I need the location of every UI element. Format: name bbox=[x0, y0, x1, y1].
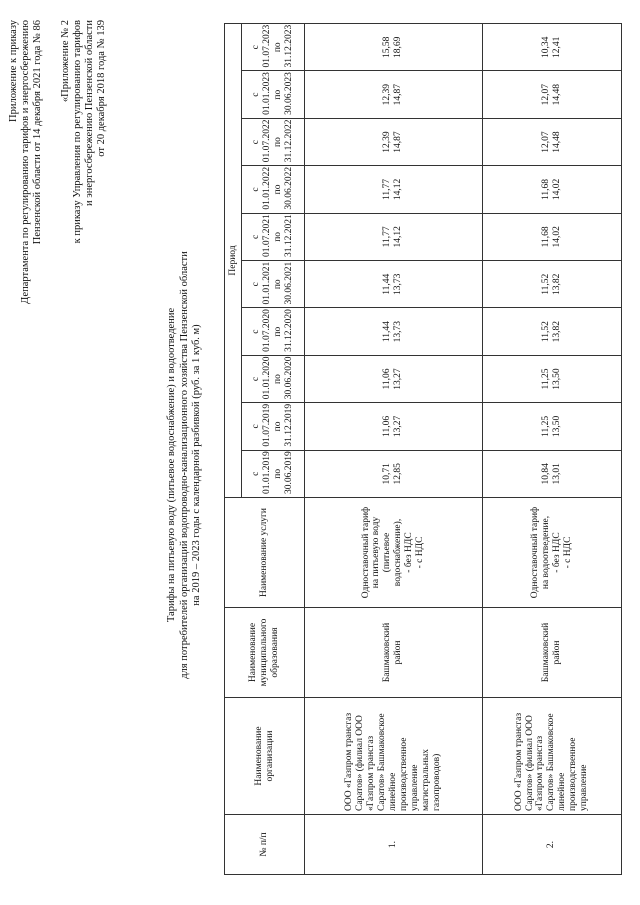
tariff-value-cell bbox=[482, 166, 621, 213]
tariff-value-cell bbox=[305, 71, 483, 118]
period-date-line: с 01.01.2019 bbox=[251, 451, 273, 494]
period-date-line: 31.12.2019 bbox=[283, 403, 294, 447]
tariff-value: 13,82 bbox=[551, 320, 562, 343]
prev-appendix-line: от 20 декабря 2018 года № 139 bbox=[96, 20, 108, 157]
service-line: - без НДС bbox=[404, 532, 415, 573]
period-date-line: по bbox=[273, 184, 283, 195]
period-date-line: по bbox=[273, 231, 283, 242]
tariff-value: 11,52 bbox=[540, 273, 551, 295]
tariff-value-cell bbox=[305, 118, 483, 165]
period-date-cell bbox=[242, 71, 305, 118]
title-line: Тарифы на питьевую воду (питьевое водоснабжение) и водоотведение bbox=[166, 307, 177, 623]
tariff-value: 13,27 bbox=[393, 368, 404, 390]
tariff-value-cell bbox=[305, 261, 483, 308]
service-line: - без НДС bbox=[551, 532, 562, 573]
period-date-line: 31.12.2022 bbox=[283, 119, 294, 163]
period-date-line: 30.06.2023 bbox=[283, 72, 294, 115]
period-date-line: с 01.01.2022 bbox=[251, 166, 273, 210]
service-line: - с НДС bbox=[415, 536, 426, 569]
tariff-value: 10,84 bbox=[540, 463, 551, 485]
tariff-value: 13,50 bbox=[551, 368, 562, 390]
tariff-value-cell bbox=[305, 24, 483, 71]
title-line: на 2019 – 2023 годы с календарной разбивкой (руб. за 1 куб. м) bbox=[191, 324, 203, 606]
service-line: Одноставочный тариф на водоотведение, bbox=[529, 506, 551, 599]
tariff-value-cell bbox=[482, 450, 621, 497]
row-number: 2. bbox=[482, 815, 621, 875]
previous-appendix-header bbox=[60, 20, 108, 243]
tariff-value: 10,71 bbox=[382, 463, 393, 485]
period-date-line: 30.06.2019 bbox=[283, 451, 294, 494]
header-service: Наименование услуги bbox=[225, 498, 305, 608]
tariff-value: 14,87 bbox=[393, 84, 404, 106]
tariff-value-cell bbox=[305, 213, 483, 260]
tariff-value: 14,02 bbox=[551, 178, 562, 201]
tariff-value-cell bbox=[305, 308, 483, 355]
period-date-line: по bbox=[273, 137, 283, 147]
tariff-value-cell bbox=[305, 166, 483, 213]
tariff-value: 18,69 bbox=[393, 36, 404, 58]
table-row bbox=[305, 24, 483, 875]
period-date-line: по bbox=[273, 468, 283, 479]
period-date-cell bbox=[242, 166, 305, 213]
tariff-value-cell bbox=[482, 308, 621, 355]
period-date-line: 31.12.2021 bbox=[283, 214, 294, 258]
tariff-value: 11,77 bbox=[382, 178, 393, 200]
tariff-value: 12,39 bbox=[382, 131, 393, 153]
period-date-line: с 01.01.2021 bbox=[251, 261, 273, 305]
tariff-value-cell bbox=[482, 71, 621, 118]
tariff-value: 11,25 bbox=[540, 415, 551, 437]
prev-appendix-line: к приказу Управления по регулированию тарифов bbox=[72, 20, 84, 244]
period-date-line: 30.06.2021 bbox=[283, 261, 294, 305]
header-org: Наименование организации bbox=[225, 698, 305, 815]
tariff-value: 13,73 bbox=[393, 273, 404, 295]
tariff-table bbox=[224, 23, 622, 875]
tariff-value: 11,77 bbox=[382, 226, 393, 248]
tariff-value: 14,48 bbox=[551, 131, 562, 153]
tariff-value-cell bbox=[482, 24, 621, 71]
row-number: 1. bbox=[305, 815, 483, 875]
tariff-value-cell bbox=[482, 355, 621, 402]
tariff-value: 14,02 bbox=[551, 226, 562, 248]
row-municipality: Башмаковский район bbox=[482, 608, 621, 698]
period-date-line: с 01.07.2020 bbox=[251, 309, 273, 352]
period-date-line: 31.12.2023 bbox=[283, 24, 294, 68]
tariff-value-cell bbox=[482, 213, 621, 260]
tariff-value: 13,27 bbox=[393, 415, 404, 438]
period-date-line: 31.12.2020 bbox=[283, 309, 294, 352]
tariff-value-cell bbox=[305, 450, 483, 497]
tariff-value: 11,44 bbox=[382, 273, 393, 295]
tariff-value: 11,44 bbox=[382, 321, 393, 343]
tariff-value: 12,07 bbox=[540, 84, 551, 106]
tariff-value: 13,50 bbox=[551, 415, 562, 438]
tariff-value: 11,52 bbox=[540, 321, 551, 343]
table-row bbox=[482, 24, 621, 875]
tariff-value: 11,25 bbox=[540, 368, 551, 390]
appendix-header bbox=[8, 20, 44, 304]
period-date-line: с 01.01.2020 bbox=[251, 356, 273, 400]
appendix-line: Департамента по регулированию тарифов и энергосбережению bbox=[20, 20, 32, 304]
tariff-value-cell bbox=[305, 403, 483, 450]
tariff-value: 14,12 bbox=[393, 226, 404, 248]
period-date-line: 30.06.2022 bbox=[283, 166, 294, 210]
tariff-value: 11,68 bbox=[540, 226, 551, 248]
period-date-line: по bbox=[273, 279, 283, 290]
document-title bbox=[166, 195, 204, 735]
tariff-value: 13,01 bbox=[551, 463, 562, 485]
tariff-value: 13,82 bbox=[551, 273, 562, 295]
period-date-cell bbox=[242, 450, 305, 497]
period-date-line: с 01.01.2023 bbox=[251, 72, 273, 115]
period-date-cell bbox=[242, 24, 305, 71]
period-date-line: по bbox=[273, 421, 283, 432]
period-date-cell bbox=[242, 213, 305, 260]
header-municipality: Наименование муниципального образования bbox=[225, 608, 305, 698]
period-date-line: по bbox=[273, 374, 283, 384]
prev-appendix-line: «Приложение № 2 bbox=[60, 20, 71, 103]
row-service bbox=[482, 498, 621, 608]
period-date-cell bbox=[242, 261, 305, 308]
tariff-value-cell bbox=[482, 261, 621, 308]
period-date-cell bbox=[242, 308, 305, 355]
period-date-cell bbox=[242, 118, 305, 165]
period-date-line: по bbox=[273, 89, 283, 100]
row-service bbox=[305, 498, 483, 608]
period-date-line: с 01.07.2023 bbox=[251, 24, 273, 68]
tariff-value: 14,12 bbox=[393, 178, 404, 201]
tariff-value: 12,39 bbox=[382, 84, 393, 106]
header-no: № п/п bbox=[225, 815, 305, 875]
period-date-line: по bbox=[273, 326, 283, 337]
tariff-value: 15,58 bbox=[382, 36, 393, 58]
row-organization: ООО «Газпром трансгаз Саратов» (филиал ООО «Газпром трансгаз Саратов» Башмаковское линейное производственное управление bbox=[482, 698, 621, 815]
row-municipality: Башмаковский район bbox=[305, 608, 483, 698]
tariff-value: 12,85 bbox=[393, 463, 404, 485]
tariff-value: 11,68 bbox=[540, 178, 551, 200]
prev-appendix-line: и энергосбережению Пензенской области bbox=[84, 20, 96, 206]
row-organization: ООО «Газпром трансгаз Саратов» (филиал ООО «Газпром трансгаз Саратов» Башмаковское линейное производственное управление магистральных газопроводов) bbox=[305, 698, 483, 815]
tariff-value: 12,07 bbox=[540, 131, 551, 153]
tariff-value: 14,87 bbox=[393, 131, 404, 153]
tariff-value: 13,73 bbox=[393, 320, 404, 343]
period-date-cell bbox=[242, 403, 305, 450]
service-line: - с НДС bbox=[562, 536, 573, 569]
period-date-line: с 01.07.2021 bbox=[251, 214, 273, 258]
appendix-line: Приложение к приказу bbox=[8, 20, 19, 122]
tariff-value: 10,34 bbox=[540, 36, 551, 58]
tariff-value-cell bbox=[482, 118, 621, 165]
tariff-value: 11,06 bbox=[382, 415, 393, 437]
period-date-line: с 01.07.2022 bbox=[251, 119, 273, 163]
title-line: для потребителей организаций водопроводно-канализационного хозяйства Пензенской области bbox=[178, 251, 190, 679]
period-date-line: 30.06.2020 bbox=[283, 356, 294, 400]
period-date-line: с 01.07.2019 bbox=[251, 403, 273, 447]
tariff-value-cell bbox=[482, 403, 621, 450]
period-date-line: по bbox=[273, 42, 283, 53]
service-line: Одноставочный тариф на питьевую воду (питьевое водоснабжение), bbox=[360, 506, 404, 599]
period-date-cell bbox=[242, 355, 305, 402]
tariff-value: 12,41 bbox=[551, 36, 562, 58]
tariff-value: 11,06 bbox=[382, 368, 393, 390]
tariff-value-cell bbox=[305, 355, 483, 402]
table-body bbox=[305, 24, 622, 875]
appendix-line: Пензенской области от 14 декабря 2021 года № 86 bbox=[32, 20, 44, 245]
tariff-value: 14,48 bbox=[551, 84, 562, 106]
header-period: Период bbox=[225, 24, 242, 498]
